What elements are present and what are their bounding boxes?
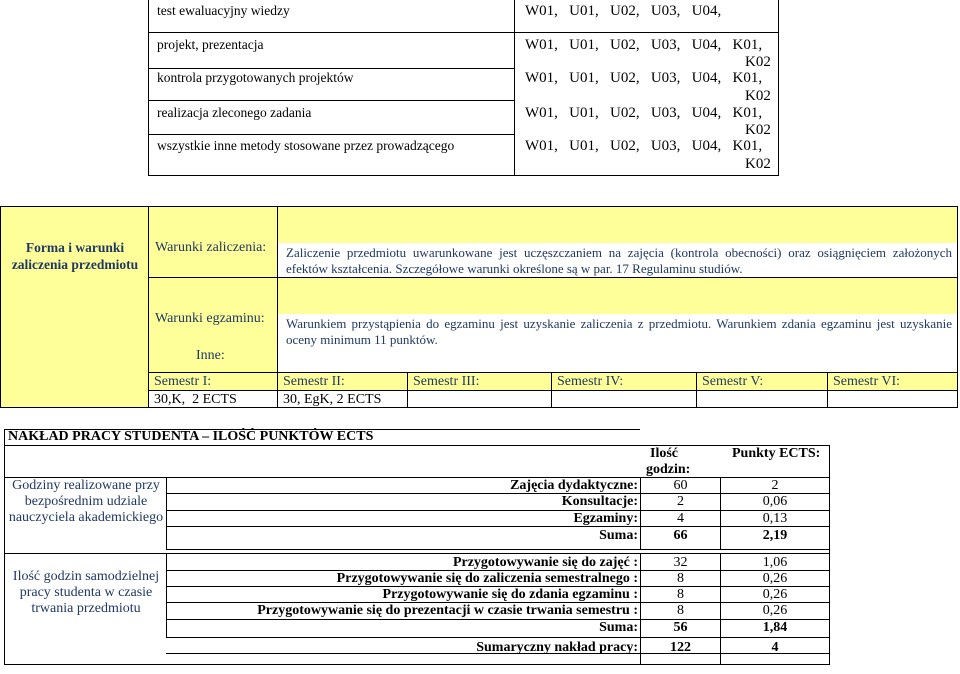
group1-label: Godziny realizowane przy bezpośrednim udziale nauczyciela akademickiego (8, 478, 164, 525)
inne-label: Inne: (196, 348, 225, 363)
conditions-table (0, 206, 958, 408)
g1-row1-ects: 2 (771, 478, 779, 493)
col-hours-header-1: Ilość (650, 446, 678, 461)
g2-sum-ects: 1,84 (762, 620, 788, 635)
total-ects: 4 (771, 640, 779, 655)
g2-row3-label: Przygotowywanie się do zdania egzaminu : (382, 587, 638, 602)
total-hours: 122 (670, 640, 691, 655)
g1-sum-ects: 2,19 (762, 528, 788, 543)
zaliczenie-text-cell (277, 206, 958, 278)
g1-row1-hours: 60 (673, 478, 688, 493)
effects-row-4: W01, U01, U02, U03, U04, K01, (525, 105, 763, 121)
form-label: Forma i warunki zaliczenia przedmiotu (11, 240, 139, 272)
semester-3-label: Semestr III: (413, 374, 480, 389)
semester-6-label: Semestr VI: (833, 374, 901, 389)
g2-row3-ects: 0,26 (762, 587, 788, 602)
g2-sum-label: Suma: (599, 620, 638, 635)
col-ects-header: Punkty ECTS: (732, 446, 821, 461)
semester-5-label: Semestr V: (702, 374, 764, 389)
method-row-5: wszystkie inne metody stosowane przez prowadzącego (157, 138, 455, 153)
semester-2-label: Semestr II: (283, 374, 345, 389)
col-hours-header-2: godzin: (646, 462, 691, 477)
g2-row1-hours: 32 (673, 555, 688, 570)
egzamin-text-cell (277, 277, 958, 373)
g1-row2-ects: 0,06 (762, 494, 788, 509)
semester-4-label: Semestr IV: (557, 374, 624, 389)
effects-row-2: W01, U01, U02, U03, U04, K01, (525, 37, 763, 53)
egzamin-label-cell (148, 277, 278, 373)
effects-row-2-cont: K02 (745, 54, 771, 70)
g2-row2-label: Przygotowywanie się do zaliczenia semestralnego : (336, 571, 638, 586)
methods-table (148, 0, 779, 176)
g1-row3-label: Egzaminy: (573, 511, 638, 526)
total-label: Sumaryczny nakład pracy: (476, 640, 638, 655)
g2-row4-hours: 8 (677, 603, 684, 618)
g2-row4-ects: 0,26 (762, 603, 788, 618)
effects-row-3: W01, U01, U02, U03, U04, K01, (525, 70, 763, 86)
effects-row-4-cont: K02 (745, 122, 771, 138)
form-label-cell (0, 206, 149, 408)
method-row-1: test ewaluacyjny wiedzy (157, 3, 290, 18)
effects-row-5-cont: K02 (745, 156, 771, 172)
g1-sum-label: Suma: (599, 528, 638, 543)
g2-row2-ects: 0,26 (762, 571, 788, 586)
method-row-4: realizacja zleconego zadania (157, 105, 312, 120)
semester-2-value: 30, EgK, 2 ECTS (283, 392, 382, 407)
g1-row1-label: Zajęcia dydaktyczne: (510, 478, 638, 493)
g1-row2-label: Konsultacje: (561, 494, 638, 509)
group2-label: Ilość godzin samodzielnej pracy studenta w czasie trwania przedmiotu (12, 569, 160, 616)
g1-sum-hours: 66 (673, 528, 688, 543)
zaliczenie-label-cell (148, 206, 278, 278)
workload-title: NAKŁAD PRACY STUDENTA – ILOŚĆ PUNKTÓW ECTS (8, 429, 374, 444)
g1-row2-hours: 2 (677, 494, 684, 509)
g2-sum-hours: 56 (673, 620, 688, 635)
g2-row3-hours: 8 (677, 587, 684, 602)
semester-1-value: 30,K, 2 ECTS (154, 392, 237, 407)
method-row-3: kontrola przygotowanych projektów (157, 70, 354, 85)
method-row-2: projekt, prezentacja (157, 37, 264, 52)
semester-1-label: Semestr I: (154, 374, 212, 389)
zaliczenie-label: Warunki zaliczenia: (155, 240, 267, 255)
effects-row-5: W01, U01, U02, U03, U04, K01, (525, 138, 763, 154)
effects-row-3-cont: K02 (745, 88, 771, 104)
g2-row4-label: Przygotowywanie się do prezentacji w czasie trwania semestru : (257, 603, 638, 618)
egzamin-label: Warunki egzaminu: (155, 311, 265, 326)
g2-row1-label: Przygotowywanie się do zajęć : (452, 555, 638, 570)
workload-table (4, 429, 830, 665)
effects-row-1: W01, U01, U02, U03, U04, (525, 3, 722, 19)
g2-row2-hours: 8 (677, 571, 684, 586)
egzamin-text: Warunkiem przystąpienia do egzaminu jest uzyskanie zaliczenia z przedmiotu. Warunkiem zdania egzaminu jest uzyskanie oceny minimum 11 punktów. (286, 316, 952, 347)
zaliczenie-text: Zaliczenie przedmiotu uwarunkowane jest uczęszczaniem na zajęcia (kontrola obecności) oraz osiągnięciem założonych efektów kształcenia. Szczegółowe warunki określone są w par. 17 Regulaminu studiów. (286, 245, 952, 276)
g2-row1-ects: 1,06 (762, 555, 788, 570)
g1-row3-ects: 0,13 (762, 511, 788, 526)
g1-row3-hours: 4 (677, 511, 684, 526)
